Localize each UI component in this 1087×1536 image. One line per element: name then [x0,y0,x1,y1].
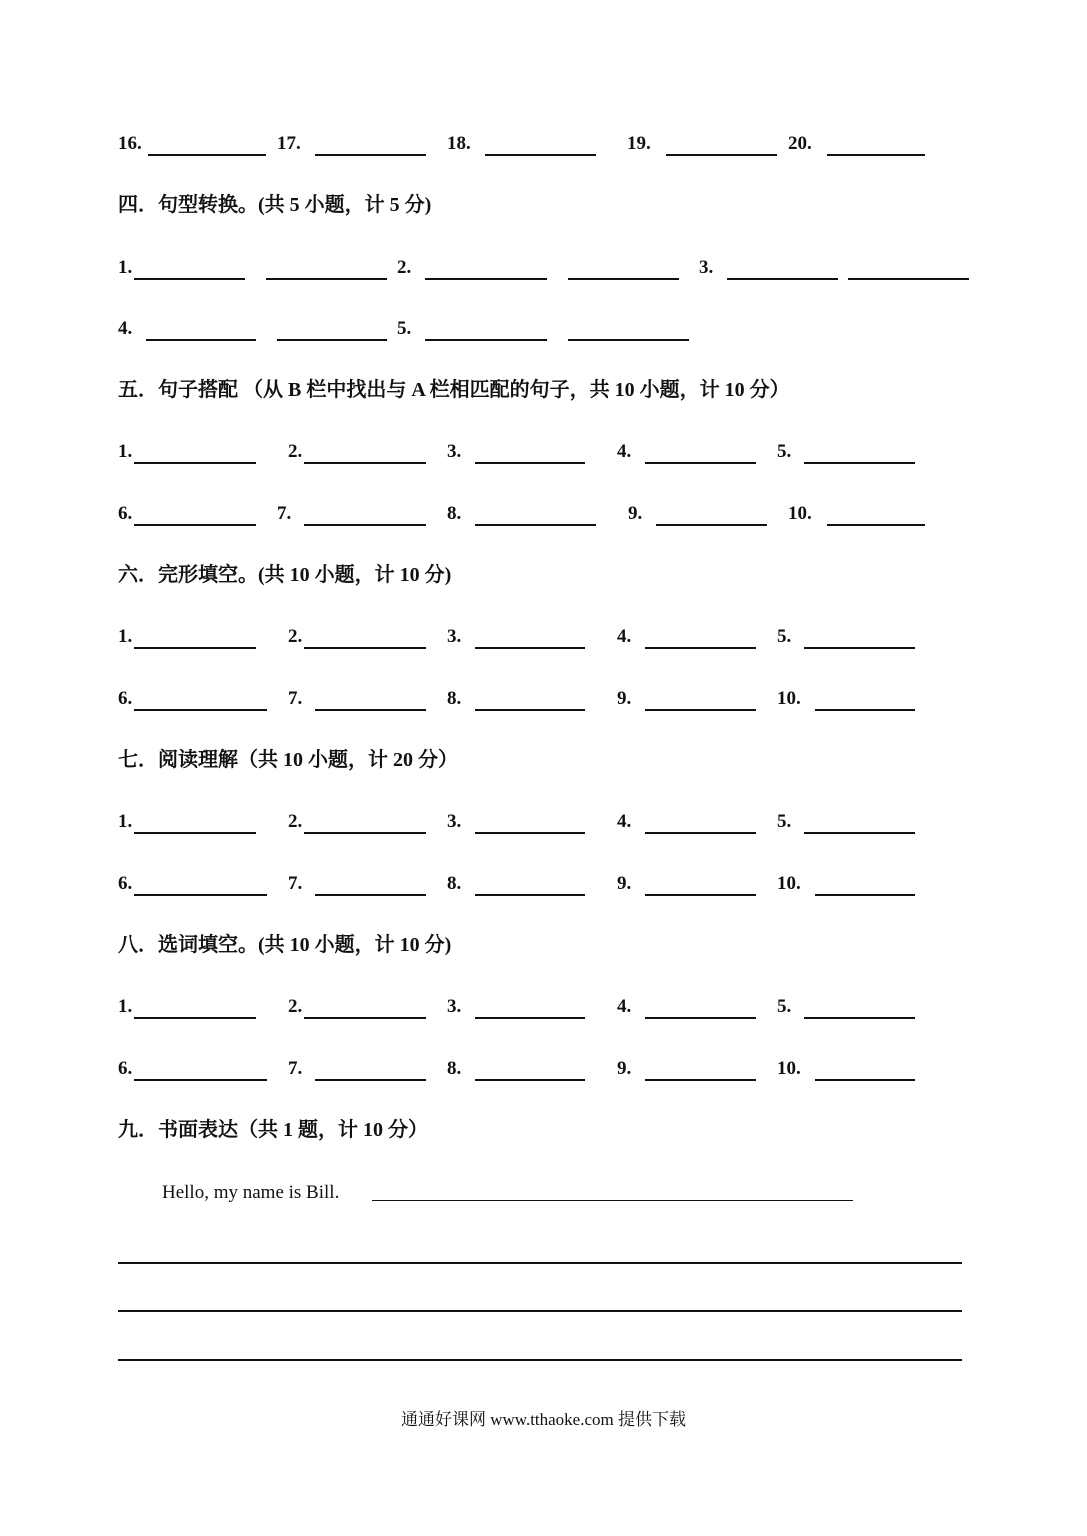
answer-blank[interactable] [475,832,585,834]
footer-source: 通通好课网 www.tthaoke.com 提供下载 [400,1410,687,1429]
answer-blank[interactable] [475,1079,585,1081]
answer-blank[interactable] [134,524,256,526]
item-number: 6. [118,688,133,709]
answer-blank[interactable] [475,1017,585,1019]
item-number: 8. [447,873,462,894]
section-heading-5: 五．句子搭配 （从 B 栏中找出与 A 栏相匹配的句子，共 10 小题，计 10 分） [118,379,790,401]
answer-blank[interactable] [146,339,256,341]
answer-row-s5-2 [0,502,1087,532]
answer-blank[interactable] [815,1079,915,1081]
answer-blank[interactable] [815,894,915,896]
item-number: 3. [699,257,714,278]
writing-line[interactable] [118,1310,962,1312]
item-number: 1. [118,441,133,462]
answer-blank[interactable] [425,339,547,341]
item-number: 9. [617,873,632,894]
item-number: 10. [777,1058,801,1079]
writing-line[interactable] [118,1359,962,1361]
answer-blank[interactable] [266,278,387,280]
answer-blank[interactable] [315,154,426,156]
answer-blank[interactable] [485,154,596,156]
writing-line[interactable] [118,1262,962,1264]
answer-blank[interactable] [134,894,267,896]
answer-blank[interactable] [815,709,915,711]
item-number: 6. [118,503,133,524]
item-number: 3. [447,441,462,462]
item-number: 1. [118,626,133,647]
item-number: 9. [628,503,643,524]
item-number: 4. [617,441,632,462]
answer-blank[interactable] [134,709,267,711]
writing-prompt: Hello, my name is Bill. [162,1182,340,1203]
item-number: 7. [288,688,303,709]
section-heading-7: 七．阅读理解（共 10 小题，计 20 分） [118,749,458,771]
item-number: 7. [288,873,303,894]
item-number: 4. [617,811,632,832]
answer-row-s6-1 [0,625,1087,655]
answer-blank[interactable] [475,647,585,649]
answer-blank[interactable] [645,462,756,464]
answer-blank[interactable] [304,1017,426,1019]
item-number: 10. [777,688,801,709]
answer-blank[interactable] [804,1017,915,1019]
answer-blank[interactable] [645,709,756,711]
answer-row-s4-1 [0,256,1087,286]
item-number: 3. [447,626,462,647]
answer-blank[interactable] [727,278,838,280]
answer-blank[interactable] [134,1079,267,1081]
answer-row-s4-2 [0,317,1087,347]
answer-blank[interactable] [425,278,547,280]
item-number: 6. [118,1058,133,1079]
item-number: 5. [777,996,792,1017]
item-number: 8. [447,503,462,524]
answer-blank[interactable] [134,1017,256,1019]
item-number: 1. [118,257,133,278]
answer-blank[interactable] [475,462,585,464]
answer-blank[interactable] [304,832,426,834]
section-heading-4: 四．句型转换。(共 5 小题，计 5 分) [118,194,432,216]
answer-blank[interactable] [304,462,426,464]
section-heading-6: 六．完形填空。(共 10 小题，计 10 分) [118,564,452,586]
writing-blank[interactable] [372,1200,853,1201]
answer-blank[interactable] [645,647,756,649]
answer-blank[interactable] [645,1079,756,1081]
answer-row-s5-1 [0,440,1087,470]
answer-blank[interactable] [148,154,266,156]
answer-blank[interactable] [804,832,915,834]
item-number: 7. [288,1058,303,1079]
answer-blank[interactable] [134,832,256,834]
item-number: 10. [788,503,812,524]
answer-blank[interactable] [645,1017,756,1019]
answer-blank[interactable] [827,524,925,526]
answer-row-16-20 [0,132,1087,162]
item-number: 10. [777,873,801,894]
answer-blank[interactable] [134,278,245,280]
item-number: 8. [447,688,462,709]
answer-blank[interactable] [568,278,679,280]
item-number: 5. [777,441,792,462]
item-number: 5. [397,318,412,339]
item-number: 4. [617,996,632,1017]
item-number: 4. [118,318,133,339]
answer-blank[interactable] [804,462,915,464]
item-number: 6. [118,873,133,894]
answer-blank[interactable] [277,339,387,341]
item-number: 8. [447,1058,462,1079]
item-number: 2. [288,441,303,462]
answer-blank[interactable] [475,894,585,896]
item-number: 3. [447,996,462,1017]
item-number: 20. [788,133,812,154]
item-number: 3. [447,811,462,832]
answer-blank[interactable] [315,894,426,896]
answer-blank[interactable] [666,154,777,156]
answer-row-s7-2 [0,872,1087,902]
answer-blank[interactable] [315,709,426,711]
answer-blank[interactable] [656,524,767,526]
item-number: 1. [118,996,133,1017]
answer-blank[interactable] [134,647,256,649]
answer-row-s7-1 [0,810,1087,840]
answer-blank[interactable] [645,832,756,834]
item-number: 19. [627,133,651,154]
item-number: 7. [277,503,292,524]
section-heading-8: 八．选词填空。(共 10 小题，计 10 分) [118,934,452,956]
item-number: 2. [397,257,412,278]
item-number: 18. [447,133,471,154]
answer-blank[interactable] [475,709,585,711]
answer-blank[interactable] [804,647,915,649]
answer-blank[interactable] [304,647,426,649]
answer-row-s6-2 [0,687,1087,717]
item-number: 2. [288,996,303,1017]
item-number: 1. [118,811,133,832]
answer-blank[interactable] [568,339,689,341]
section-heading-9: 九．书面表达（共 1 题，计 10 分） [118,1119,428,1141]
answer-row-s8-1 [0,995,1087,1025]
item-number: 2. [288,626,303,647]
answer-blank[interactable] [134,462,256,464]
item-number: 9. [617,1058,632,1079]
item-number: 5. [777,626,792,647]
answer-blank[interactable] [315,1079,426,1081]
item-number: 5. [777,811,792,832]
answer-blank[interactable] [827,154,925,156]
item-number: 16. [118,133,142,154]
answer-blank[interactable] [645,894,756,896]
answer-blank[interactable] [304,524,426,526]
item-number: 17. [277,133,301,154]
item-number: 2. [288,811,303,832]
answer-blank[interactable] [475,524,596,526]
item-number: 4. [617,626,632,647]
item-number: 9. [617,688,632,709]
answer-blank[interactable] [848,278,969,280]
answer-row-s8-2 [0,1057,1087,1087]
